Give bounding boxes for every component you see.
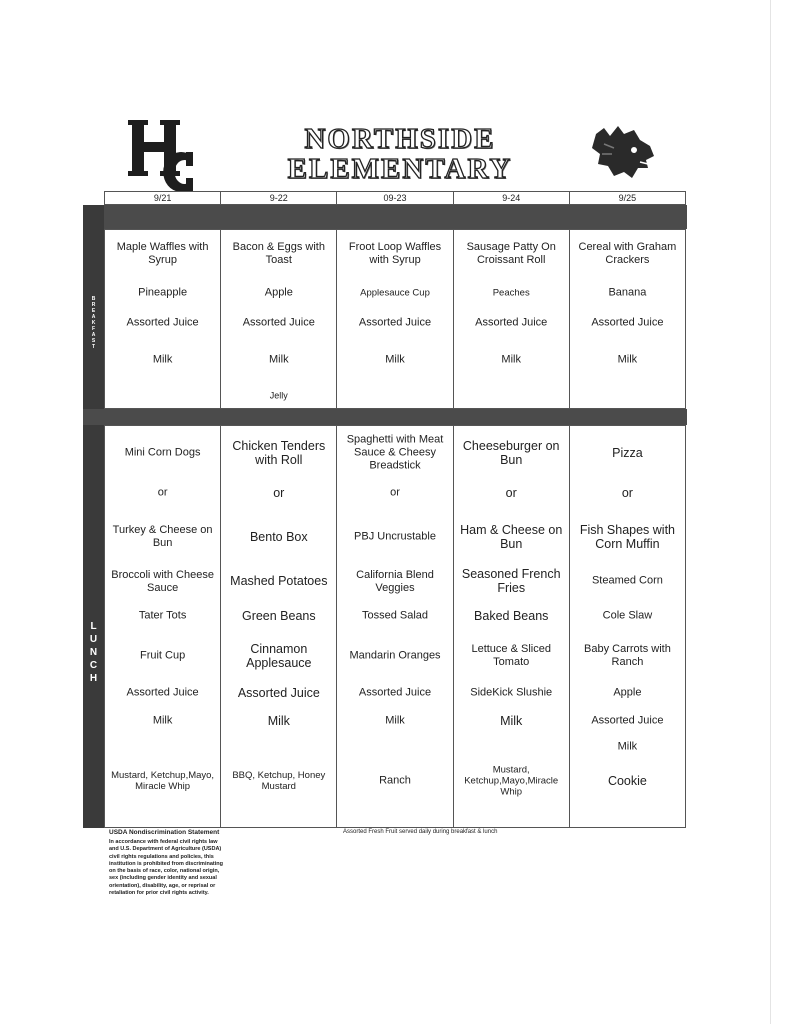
menu-item: or <box>621 486 633 500</box>
menu-item: Apple <box>613 686 642 699</box>
hc-logo <box>128 118 196 194</box>
breakfast-day-column <box>337 230 453 408</box>
lunch-day-column <box>454 426 570 827</box>
date-cell: 9-22 <box>221 192 337 204</box>
menu-item: Milk <box>385 714 405 727</box>
menu-item: Milk <box>500 714 523 728</box>
menu-item: Assorted Juice <box>126 316 199 329</box>
menu-item: Maple Waffles with Syrup <box>116 241 209 266</box>
menu-item: Milk <box>617 353 638 366</box>
menu-item: Milk <box>501 353 521 366</box>
menu-item: California Blend Veggies <box>356 569 434 594</box>
menu-item: Tossed Salad <box>361 609 429 622</box>
menu-item: Bacon & Eggs with Toast <box>232 241 325 266</box>
menu-item: Banana <box>608 286 647 299</box>
menu-item: Pineapple <box>138 286 188 299</box>
menu-item: Steamed Corn <box>591 574 663 587</box>
breakfast-day-column <box>570 230 685 408</box>
menu-item: Applesauce Cup <box>360 287 430 299</box>
lunch-side-label: L U N C H <box>89 621 98 684</box>
menu-item: Apple <box>264 286 293 299</box>
lunch-section <box>104 425 686 828</box>
menu-item: Mini Corn Dogs <box>124 446 201 459</box>
title-line-2: ELEMENTARY <box>287 153 513 185</box>
usda-statement-text: In accordance with federal civil rights law and U.S. Department of Agriculture (USDA) civil rights regulations and policies, this institution is prohibited from discriminating on the basis of race, color, national origin, sex (including gender identity and sexual orientation), disability, age, or reprisal or retaliation for prior civil rights activity. <box>109 839 223 897</box>
menu-item: Assorted Juice <box>242 316 315 329</box>
lunch-day-column <box>337 426 453 827</box>
menu-item: Cheeseburger on Bun <box>462 439 560 467</box>
lunch-day-column <box>221 426 337 827</box>
usda-statement-title: USDA Nondiscrimination Statement <box>109 829 220 836</box>
breakfast-day-column <box>454 230 570 408</box>
menu-item: Assorted Juice <box>591 714 664 727</box>
lunch-day-column <box>570 426 685 827</box>
menu-item: Milk <box>152 353 173 366</box>
menu-item: BBQ, Ketchup, Honey Mustard <box>232 770 326 792</box>
menu-item: Cinnamon Applesauce <box>246 642 312 670</box>
section-divider-band <box>83 409 687 425</box>
fresh-fruit-note: Assorted Fresh Fruit served daily during breakfast & lunch <box>343 829 498 835</box>
lunch-day-column <box>105 426 221 827</box>
date-cell: 9-24 <box>454 192 570 204</box>
menu-item: Fruit Cup <box>139 649 186 662</box>
breakfast-section <box>104 229 686 409</box>
menu-item: Ranch <box>379 774 411 787</box>
menu-item: Milk <box>617 740 638 753</box>
menu-item: Jelly <box>269 390 288 401</box>
menu-item: Bento Box <box>249 530 308 544</box>
menu-item: Ham & Cheese on Bun <box>460 523 563 551</box>
menu-item: Mashed Potatoes <box>230 574 328 588</box>
menu-item: Cole Slaw <box>602 609 653 622</box>
menu-item: Fish Shapes with Corn Muffin <box>579 523 675 551</box>
page-edge-line <box>770 0 771 1024</box>
menu-item: Lettuce & Sliced Tomato <box>471 643 551 668</box>
menu-item: SideKick Slushie <box>470 686 553 699</box>
menu-item: Milk <box>152 714 173 727</box>
menu-item: Assorted Juice <box>126 686 199 699</box>
menu-item: Seasoned French Fries <box>461 567 561 595</box>
menu-item: Mustard, Ketchup,Mayo, Miracle Whip <box>111 770 215 792</box>
menu-item: or <box>273 486 285 500</box>
menu-item: Spaghetti with Meat Sauce & Cheesy Breadstick <box>346 433 444 472</box>
menu-item: or <box>505 486 517 500</box>
menu-item: Assorted Juice <box>237 686 320 700</box>
menu-item: Green Beans <box>241 609 316 623</box>
breakfast-day-column <box>105 230 221 408</box>
menu-item: Assorted Juice <box>591 316 664 329</box>
menu-item: or <box>390 486 400 499</box>
menu-item: Assorted Juice <box>358 316 432 329</box>
date-header-row <box>104 191 686 205</box>
menu-item: Pizza <box>612 446 643 460</box>
menu-item: Froot Loop Waffles with Syrup <box>348 241 442 266</box>
date-cell: 9/25 <box>618 193 637 203</box>
menu-item: Chicken Tenders with Roll <box>232 439 326 467</box>
menu-item: PBJ Uncrustable <box>354 530 436 543</box>
menu-item: Cookie <box>607 774 647 788</box>
menu-item: Milk <box>385 353 405 366</box>
menu-item: Broccoli with Cheese Sauce <box>111 569 214 594</box>
menu-item: Mandarin Oranges <box>349 649 441 662</box>
menu-item: Assorted Juice <box>475 316 548 329</box>
menu-item: Turkey & Cheese on Bun <box>112 524 213 549</box>
menu-item: Tater Tots <box>138 609 187 622</box>
menu-item: Peaches <box>492 287 530 299</box>
date-cell: 09-23 <box>337 192 453 204</box>
menu-item: Sausage Patty On Croissant Roll <box>466 241 556 266</box>
menu-item: Milk <box>269 353 289 366</box>
date-cell: 9/21 <box>105 192 221 204</box>
menu-item: Baked Beans <box>474 609 549 623</box>
breakfast-day-column <box>221 230 337 408</box>
menu-item: Assorted Juice <box>358 686 432 699</box>
menu-item: Mustard, Ketchup,Mayo,Miracle Whip <box>464 764 559 798</box>
title-line-1: NORTHSIDE <box>304 123 496 155</box>
breakfast-top-band <box>83 205 687 229</box>
menu-item: Milk <box>267 714 290 728</box>
menu-item: or <box>157 486 168 499</box>
breakfast-side-label: B R E A K F A S T <box>91 296 96 350</box>
hornet-mascot-icon <box>590 124 656 182</box>
menu-item: Baby Carrots with Ranch <box>584 643 671 668</box>
menu-item: Cereal with Graham Crackers <box>578 241 677 266</box>
school-title <box>240 124 560 184</box>
